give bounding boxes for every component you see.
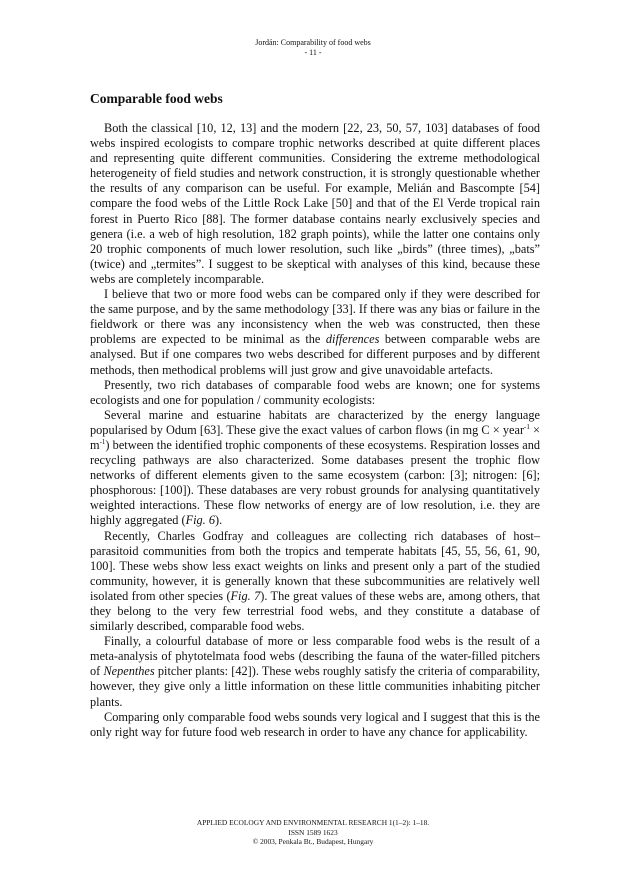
issn: ISSN 1589 1623 bbox=[288, 827, 338, 837]
paragraph-4-text-d: ). bbox=[214, 513, 223, 528]
copyright: © 2003, Penkala Bt., Budapest, Hungary bbox=[252, 837, 374, 847]
paragraph-1: Both the classical [10, 12, 13] and the modern [22, 23, 50, 57, 103] databases of food webs inspired ecologists to compare trophic networks described at quite different places and representing quite different communities. Considering the extreme methodological heterogeneity of field studies and network construction, it is strongly questionable whether the results of any comparison can be useful. For example, Melián and Bascompte [54] compare the food webs of the Little Rock Lake [50] and that of the El Verde tropical rain forest in Puerto Rico [88]. The former database contains nearly exclusively species and genera (i.e. a web of high resolution, 182 graph points), while the latter one contains only 20 trophic components of much lower resolution, such like „birds” (three times), „bats” (twice) and „termites”. I suggest to be skeptical with analyses of this kind, because these webs are completely incomparable. bbox=[90, 121, 540, 286]
paragraph-5 bbox=[90, 529, 540, 635]
nepenthes-italic: Nepenthes bbox=[103, 664, 155, 679]
figure-6-reference: Fig. 6 bbox=[185, 513, 215, 528]
paragraph-6-text-b: pitcher plants: [42]). These webs roughly satisfy the criteria of comparability, however, they give only a little information on these little communities inhabiting pitcher plants. bbox=[90, 664, 540, 709]
paragraph-2 bbox=[90, 287, 540, 378]
paragraph-7: Comparing only comparable food webs sounds very logical and I suggest that this is the only right way for future food web research in order to have any chance for applicability. bbox=[90, 709, 540, 739]
paragraph-6 bbox=[90, 634, 540, 709]
figure-7-reference: Fig. 7 bbox=[230, 588, 261, 603]
paragraph-4-superscript-2: -1 bbox=[99, 437, 106, 446]
running-header bbox=[0, 38, 626, 58]
paragraph-4-text-a: Several marine and estuarine habitats are characterized by the energy language popularised by Odum [63]. These give the exact values of carbon flows (in mg C × year bbox=[90, 407, 540, 437]
section-title: Comparable food webs bbox=[90, 91, 223, 106]
paragraph-2-text-a: I believe that two or more food webs can be compared only if they were described for the same purpose, and by the same methodology [33]. If there was any bias or failure in the fieldwork or there was any inconsistency when the web was constructed, then these problems are expected to be minimal as the bbox=[90, 287, 540, 347]
paragraph-2-emphasis: differences bbox=[325, 332, 380, 347]
journal-citation: APPLIED ECOLOGY AND ENVIRONMENTAL RESEARCH 1(1–2): 1–18. bbox=[196, 818, 430, 827]
paragraph-3: Presently, two rich databases of comparable food webs are known; one for systems ecologists and one for population / community ecologists: bbox=[90, 377, 540, 407]
page-number: - 11 - bbox=[304, 48, 322, 57]
paragraph-4 bbox=[90, 408, 540, 529]
paragraph-4-superscript-1: -1 bbox=[524, 422, 530, 431]
paragraph-6-text-a: Finally, a colourful database of more or less comparable food webs is the result of a meta-analysis of phytotelmata food webs (describing the fauna of the water-filled pitchers of bbox=[90, 634, 540, 679]
paragraph-5-text-a: Recently, Charles Godfray and colleagues are collecting rich databases of host–parasitoid communities from both the tropics and temperate habitats [45, 55, 56, 61, 90, 100]. These webs show less exact weights on links and present only a part of the studied community, however, it is generally known that these subcommunities are relatively well isolated from other species ( bbox=[90, 528, 540, 603]
page-footer bbox=[0, 818, 626, 847]
running-title: Jordán: Comparability of food webs bbox=[255, 38, 371, 47]
paragraph-4-text-c: ) between the identified trophic components of these ecosystems. Respiration losses and recycling pathways are also characterized. Some databases present the trophic flow networks of different elements given to the same ecosystem (carbon: [3]; nitrogen: [6]; phosphorous: [100]). These databases are very robust grounds for analysing quantitatively weighted interactions. These flow networks of energy are of low resolution, i.e. they are highly aggregated ( bbox=[90, 437, 540, 528]
body-text bbox=[90, 121, 540, 740]
paragraph-5-text-b: ). The great values of these webs are, among others, that they belong to the very few terrestrial food webs, and they constitute a database of similarly described, comparable food webs. bbox=[90, 588, 540, 634]
paragraph-4-text-b: × m bbox=[90, 422, 540, 452]
paragraph-2-text-b: between comparable webs are analysed. But if one compares two webs described for different purposes and by different methods, then methodical problems will just grow and give unavoidable artefacts. bbox=[90, 332, 540, 377]
